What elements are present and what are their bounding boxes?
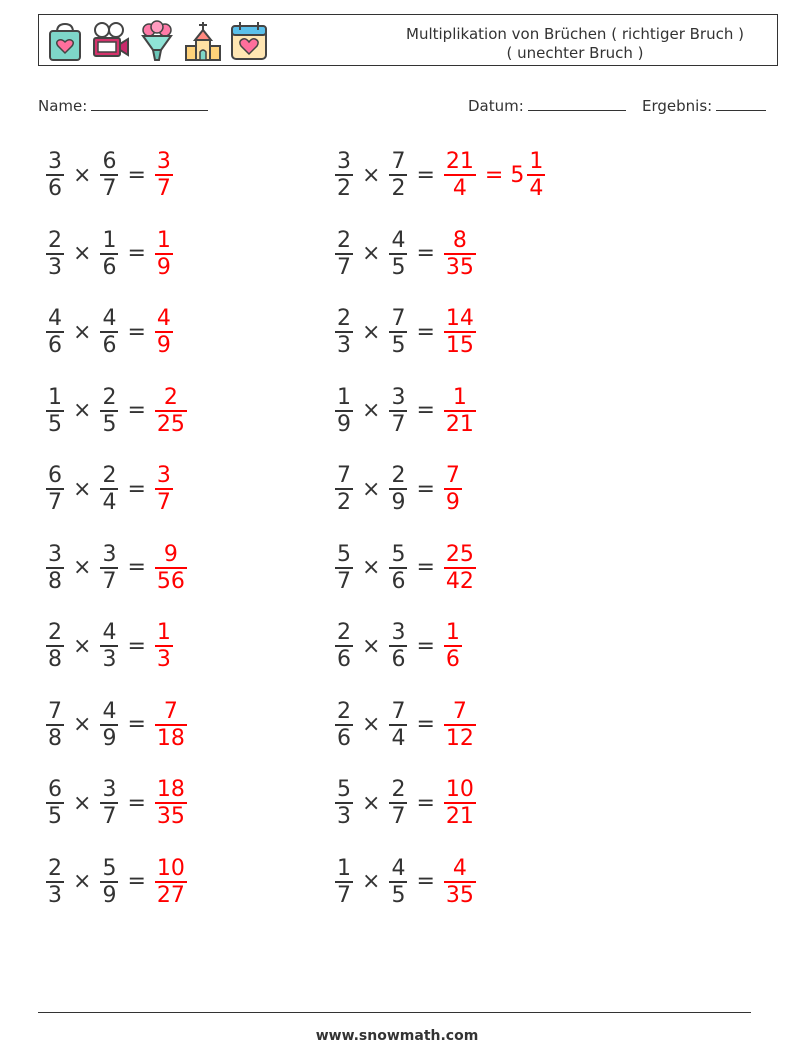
factor-2	[389, 306, 407, 358]
calendar-heart-icon	[229, 20, 269, 62]
answer-fraction	[444, 699, 476, 751]
denominator: 9	[102, 725, 117, 751]
factor-2	[389, 228, 407, 280]
equals-sign: =	[416, 398, 435, 423]
factor-2	[389, 699, 407, 751]
factor-1	[335, 542, 353, 594]
answer-fraction	[444, 542, 476, 594]
title-line-1: Multiplikation von Brüchen ( richtiger Bruch )	[406, 25, 744, 43]
numerator: 2	[391, 777, 406, 802]
factor-2	[389, 463, 407, 515]
answer-fraction	[444, 149, 476, 201]
times-sign: ×	[362, 555, 381, 580]
numerator: 8	[452, 227, 467, 253]
denominator: 8	[48, 725, 62, 751]
denominator: 5	[391, 882, 406, 908]
left-problem-7	[44, 614, 175, 678]
numerator: 3	[102, 541, 117, 567]
numerator: 4	[391, 855, 406, 881]
right-problem-4	[333, 379, 478, 443]
denominator: 7	[337, 568, 351, 594]
shopping-bag-heart-icon	[45, 20, 85, 62]
factor-1	[335, 699, 353, 751]
numerator: 5	[102, 855, 117, 881]
times-sign: ×	[73, 241, 92, 266]
numerator: 7	[48, 698, 62, 724]
church-icon	[183, 20, 223, 62]
right-problem-6	[333, 536, 478, 600]
denominator: 6	[102, 254, 117, 280]
factor-2	[389, 149, 407, 201]
times-sign: ×	[362, 319, 381, 345]
answer-fraction	[444, 228, 476, 280]
answer-fraction	[155, 149, 173, 201]
denominator: 3	[337, 333, 351, 358]
numerator: 10	[445, 777, 474, 802]
numerator: 3	[156, 149, 171, 174]
numerator: 1	[529, 149, 544, 174]
times-sign: ×	[73, 162, 92, 188]
denominator: 7	[337, 254, 351, 280]
times-sign: ×	[362, 633, 381, 659]
equals-sign: =	[416, 555, 435, 580]
factor-2	[389, 777, 407, 829]
factor-2	[100, 306, 118, 358]
factor-2	[100, 856, 118, 908]
date-label: Datum:	[468, 97, 524, 115]
video-camera-icon	[91, 20, 131, 62]
numerator: 7	[337, 463, 351, 488]
denominator: 7	[102, 568, 117, 594]
denominator: 2	[337, 176, 351, 201]
title-line-2: ( unechter Bruch )	[506, 44, 644, 62]
factor-1	[46, 620, 64, 672]
denominator: 56	[156, 568, 185, 594]
score-field[interactable]	[642, 96, 766, 115]
denominator: 7	[48, 490, 62, 515]
times-sign: ×	[362, 241, 381, 266]
factor-1	[46, 542, 64, 594]
numerator: 6	[102, 149, 117, 174]
numerator: 4	[102, 620, 117, 645]
denominator: 35	[445, 254, 474, 280]
denominator: 3	[337, 804, 351, 829]
times-sign: ×	[73, 869, 92, 894]
numerator: 4	[156, 306, 171, 331]
denominator: 4	[102, 490, 117, 515]
numerator: 7	[391, 698, 406, 724]
name-blank[interactable]	[91, 96, 208, 111]
numerator: 1	[156, 227, 171, 253]
numerator: 14	[445, 306, 474, 331]
factor-2	[389, 385, 407, 437]
factor-1	[335, 856, 353, 908]
factor-2	[100, 699, 118, 751]
times-sign: ×	[362, 162, 381, 188]
numerator: 1	[48, 384, 62, 410]
equals-sign: =	[416, 476, 435, 502]
factor-1	[335, 463, 353, 515]
denominator: 7	[391, 804, 406, 829]
equals-sign: =	[127, 319, 146, 345]
times-sign: ×	[362, 790, 381, 816]
answer-fraction	[444, 463, 462, 515]
numerator: 3	[391, 620, 406, 645]
times-sign: ×	[73, 398, 92, 423]
footer-url: www.snowmath.com	[315, 1028, 479, 1044]
denominator: 21	[445, 804, 474, 829]
equals-sign: =	[416, 790, 435, 816]
answer-fraction	[155, 620, 173, 672]
denominator: 9	[337, 411, 351, 437]
numerator: 5	[337, 541, 351, 567]
denominator: 6	[445, 647, 460, 672]
times-sign: ×	[73, 319, 92, 345]
left-problem-8	[44, 693, 189, 757]
factor-2	[100, 463, 118, 515]
numerator: 4	[102, 698, 117, 724]
denominator: 2	[337, 490, 351, 515]
name-label: Name:	[38, 97, 88, 115]
right-problem-10	[333, 850, 478, 914]
answer-fraction	[155, 856, 187, 908]
numerator: 2	[48, 620, 62, 645]
factor-1	[46, 228, 64, 280]
factor-2	[100, 228, 118, 280]
numerator: 1	[452, 384, 467, 410]
answer-fraction	[444, 385, 476, 437]
right-problem-9	[333, 771, 478, 835]
times-sign: ×	[73, 712, 92, 737]
factor-2	[100, 149, 118, 201]
numerator: 1	[337, 384, 351, 410]
numerator: 10	[156, 855, 185, 881]
denominator: 18	[156, 725, 185, 751]
factor-1	[335, 385, 353, 437]
numerator: 3	[391, 384, 406, 410]
score-label: Ergebnis:	[642, 97, 713, 115]
denominator: 9	[156, 333, 171, 358]
denominator: 3	[48, 254, 62, 280]
equals-sign: =	[416, 162, 435, 188]
numerator: 2	[163, 384, 178, 410]
factor-2	[100, 777, 118, 829]
equals-sign: =	[127, 398, 146, 423]
mixed-fraction	[527, 149, 545, 201]
numerator: 7	[452, 698, 467, 724]
left-problem-5	[44, 457, 175, 521]
numerator: 2	[102, 463, 117, 488]
left-problem-2	[44, 222, 175, 286]
denominator: 12	[445, 725, 474, 751]
equals-sign: =	[127, 476, 146, 502]
denominator: 6	[337, 725, 351, 751]
answer-fraction	[444, 620, 462, 672]
numerator: 21	[445, 149, 474, 174]
factor-1	[335, 620, 353, 672]
denominator: 42	[445, 568, 474, 594]
answer-fraction	[444, 777, 476, 829]
numerator: 6	[48, 463, 62, 488]
denominator: 7	[102, 804, 117, 829]
left-problem-1	[44, 143, 175, 207]
denominator: 7	[102, 176, 117, 201]
denominator: 5	[48, 411, 62, 437]
times-sign: ×	[73, 633, 92, 659]
denominator: 6	[102, 333, 117, 358]
equals-sign: =	[416, 869, 435, 894]
answer-fraction	[155, 542, 187, 594]
factor-2	[389, 542, 407, 594]
answer-fraction	[155, 306, 173, 358]
factor-1	[46, 699, 64, 751]
numerator: 2	[337, 698, 351, 724]
times-sign: ×	[73, 790, 92, 816]
denominator: 25	[156, 411, 185, 437]
factor-2	[100, 542, 118, 594]
numerator: 7	[391, 306, 406, 331]
equals-sign: =	[127, 712, 146, 737]
factor-1	[335, 149, 353, 201]
equals-sign: =	[127, 241, 146, 266]
numerator: 2	[337, 306, 351, 331]
denominator: 4	[452, 176, 467, 201]
answer-fraction	[444, 856, 476, 908]
factor-2	[100, 385, 118, 437]
factor-1	[46, 463, 64, 515]
denominator: 6	[391, 647, 406, 672]
numerator: 3	[48, 149, 62, 174]
times-sign: ×	[362, 712, 381, 737]
numerator: 7	[445, 463, 460, 488]
right-problem-2	[333, 222, 478, 286]
numerator: 1	[445, 620, 460, 645]
answer-fraction	[444, 306, 476, 358]
numerator: 5	[391, 541, 406, 567]
numerator: 3	[156, 463, 171, 488]
numerator: 2	[391, 463, 406, 488]
score-blank[interactable]	[716, 96, 766, 111]
denominator: 3	[156, 647, 171, 672]
numerator: 2	[102, 384, 117, 410]
numerator: 4	[102, 306, 117, 331]
date-field[interactable]	[468, 96, 626, 115]
denominator: 2	[391, 176, 406, 201]
numerator: 18	[156, 777, 185, 802]
numerator: 5	[337, 777, 351, 802]
equals-sign: =	[416, 241, 435, 266]
denominator: 3	[102, 647, 117, 672]
answer-fraction	[155, 228, 173, 280]
denominator: 6	[391, 568, 406, 594]
equals-sign: =	[416, 319, 435, 345]
left-problem-4	[44, 379, 189, 443]
denominator: 6	[48, 176, 62, 201]
numerator: 2	[337, 620, 351, 645]
denominator: 7	[391, 411, 406, 437]
numerator: 2	[48, 227, 62, 253]
denominator: 9	[445, 490, 460, 515]
factor-2	[389, 856, 407, 908]
times-sign: ×	[73, 555, 92, 580]
equals-sign: =	[416, 633, 435, 659]
right-problem-3	[333, 300, 478, 364]
numerator: 6	[48, 777, 62, 802]
worksheet-title	[385, 25, 765, 63]
left-problem-6	[44, 536, 189, 600]
factor-1	[335, 777, 353, 829]
numerator: 3	[102, 777, 117, 802]
right-problem-7	[333, 614, 464, 678]
equals-sign: =	[127, 162, 146, 188]
times-sign: ×	[362, 398, 381, 423]
denominator: 3	[48, 882, 62, 908]
mixed-whole: 5	[510, 162, 525, 188]
denominator: 6	[337, 647, 351, 672]
denominator: 5	[48, 804, 62, 829]
factor-1	[46, 385, 64, 437]
right-problem-5	[333, 457, 464, 521]
denominator: 8	[48, 647, 62, 672]
factor-1	[335, 228, 353, 280]
equals-sign: =	[416, 712, 435, 737]
denominator: 5	[391, 333, 406, 358]
denominator: 7	[337, 882, 351, 908]
numerator: 4	[452, 855, 467, 881]
times-sign: ×	[362, 476, 381, 502]
denominator: 27	[156, 882, 185, 908]
name-field[interactable]	[38, 96, 208, 115]
left-problem-9	[44, 771, 189, 835]
right-problem-1	[333, 143, 547, 207]
numerator: 1	[337, 855, 351, 881]
denominator: 4	[529, 176, 544, 201]
equals-sign: =	[127, 869, 146, 894]
denominator: 9	[102, 882, 117, 908]
equals-sign-mixed: =	[484, 162, 504, 188]
left-problem-3	[44, 300, 175, 364]
right-problem-8	[333, 693, 478, 757]
factor-1	[46, 856, 64, 908]
numerator: 2	[337, 227, 351, 253]
answer-fraction	[155, 463, 173, 515]
numerator: 2	[48, 855, 62, 881]
numerator: 25	[445, 541, 474, 567]
factor-1	[46, 149, 64, 201]
denominator: 6	[48, 333, 62, 358]
numerator: 7	[391, 149, 406, 174]
denominator: 35	[445, 882, 474, 908]
answer-fraction	[155, 385, 187, 437]
times-sign: ×	[362, 869, 381, 894]
numerator: 3	[337, 149, 351, 174]
numerator: 4	[48, 306, 62, 331]
factor-1	[46, 777, 64, 829]
worksheet-header	[38, 14, 778, 66]
header-icons	[45, 20, 269, 62]
factor-2	[100, 620, 118, 672]
flower-bouquet-icon	[137, 20, 177, 62]
denominator: 5	[391, 254, 406, 280]
date-blank[interactable]	[528, 96, 626, 111]
equals-sign: =	[127, 633, 146, 659]
answer-fraction	[155, 777, 187, 829]
denominator: 21	[445, 411, 474, 437]
numerator: 7	[163, 698, 178, 724]
denominator: 7	[156, 176, 171, 201]
equals-sign: =	[127, 790, 146, 816]
equals-sign: =	[127, 555, 146, 580]
footer-divider	[38, 1012, 751, 1013]
factor-1	[46, 306, 64, 358]
denominator: 9	[391, 490, 406, 515]
denominator: 15	[445, 333, 474, 358]
denominator: 5	[102, 411, 117, 437]
denominator: 9	[156, 254, 171, 280]
left-problem-10	[44, 850, 189, 914]
times-sign: ×	[73, 476, 92, 502]
numerator: 1	[102, 227, 117, 253]
numerator: 1	[156, 620, 171, 645]
denominator: 7	[156, 490, 171, 515]
numerator: 9	[163, 541, 178, 567]
answer-fraction	[155, 699, 187, 751]
numerator: 3	[48, 541, 62, 567]
denominator: 8	[48, 568, 62, 594]
numerator: 4	[391, 227, 406, 253]
denominator: 4	[391, 725, 406, 751]
factor-2	[389, 620, 407, 672]
factor-1	[335, 306, 353, 358]
denominator: 35	[156, 804, 185, 829]
